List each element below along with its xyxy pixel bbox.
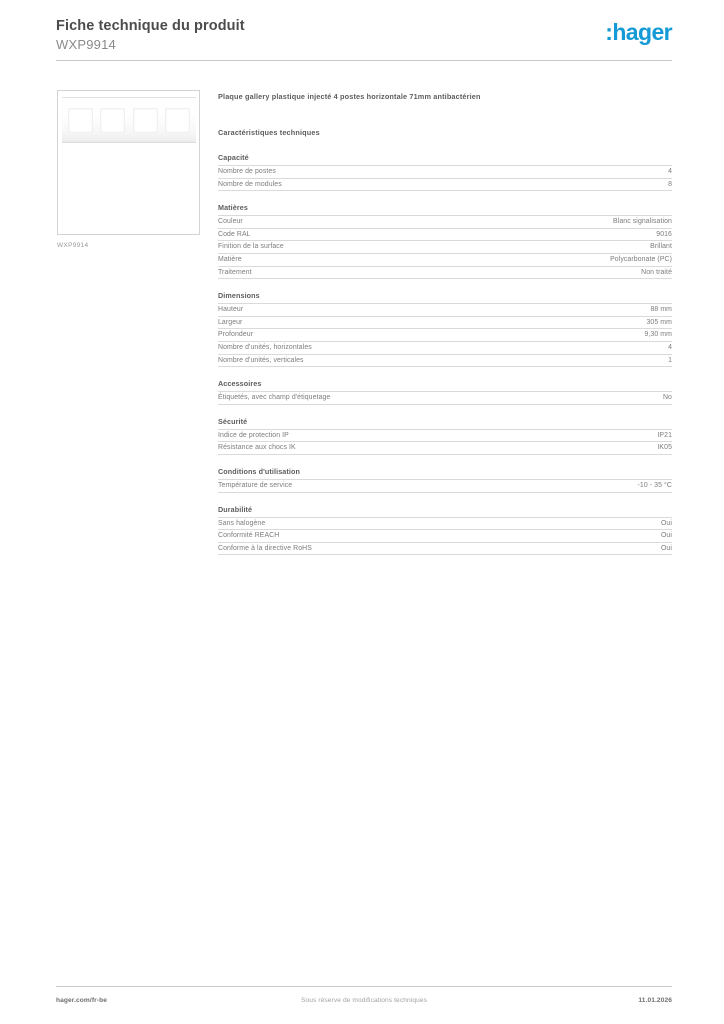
- spec-row: [218, 328, 672, 341]
- specifications-column: [218, 92, 672, 567]
- spec-row: [218, 517, 672, 530]
- spec-row: [218, 240, 672, 253]
- spec-value: Polycarbonate (PC): [610, 255, 672, 263]
- page-footer: [56, 997, 672, 1004]
- spec-label: Nombre d'unités, verticales: [218, 356, 304, 364]
- spec-label: Couleur: [218, 218, 243, 226]
- spec-label: Code RAL: [218, 230, 251, 238]
- product-plate-graphic: [62, 97, 196, 143]
- spec-row: [218, 253, 672, 266]
- product-figure: [57, 90, 201, 249]
- spec-row: [218, 542, 672, 556]
- spec-label: Nombre d'unités, horizontales: [218, 343, 312, 351]
- spec-label: Finition de la surface: [218, 243, 284, 251]
- spec-label: Résistance aux chocs IK: [218, 444, 296, 452]
- spec-group: [218, 203, 672, 279]
- plate-window: [166, 109, 189, 132]
- spec-value: Oui: [660, 544, 672, 552]
- spec-group: [218, 417, 672, 455]
- spec-label: Largeur: [218, 318, 243, 326]
- product-reference-subtitle: WXP9914: [56, 37, 116, 53]
- spec-row: [218, 303, 672, 316]
- spec-group: [218, 291, 672, 367]
- spec-group-title: Capacité: [218, 153, 249, 162]
- spec-label: Matière: [218, 255, 242, 263]
- spec-group: [218, 467, 672, 493]
- logo-colon-mark: :: [605, 19, 613, 45]
- spec-label: Nombre de modules: [218, 180, 282, 188]
- spec-value: IK05: [657, 444, 672, 452]
- spec-row: [218, 215, 672, 228]
- spec-row: [218, 228, 672, 241]
- spec-label: Température de service: [218, 481, 293, 489]
- spec-label: Hauteur: [218, 306, 244, 314]
- footer-date: 11.01.2026: [638, 997, 672, 1004]
- footer-disclaimer: Sous réserve de modifications techniques: [300, 997, 428, 1004]
- spec-group: [218, 505, 672, 556]
- spec-group-title: Sécurité: [218, 416, 248, 426]
- spec-label: Nombre de postes: [218, 168, 276, 175]
- header-titles: [56, 18, 245, 52]
- spec-group-title: Matières: [218, 203, 248, 213]
- spec-group-title: Accessoires: [218, 379, 262, 389]
- spec-label: Traitement: [218, 268, 252, 276]
- spec-value: 9016: [656, 230, 672, 238]
- spec-value: -10 - 35 °C: [637, 481, 672, 489]
- plate-window: [69, 109, 92, 132]
- spec-value: 1: [668, 356, 672, 364]
- footer-divider: [56, 986, 672, 987]
- spec-row: [218, 341, 672, 354]
- page-title: Fiche technique du produit: [56, 18, 245, 34]
- product-image-caption: WXP9914: [57, 242, 89, 249]
- spec-row: [218, 441, 672, 455]
- spec-value: 88 mm: [650, 306, 672, 314]
- spec-row: [218, 266, 672, 280]
- product-name: Plaque gallery plastique injecté 4 postes horizontale 71mm antibactérien: [218, 92, 481, 101]
- spec-row: [218, 429, 672, 442]
- hager-logo: [605, 21, 672, 44]
- spec-value: 4: [668, 343, 672, 351]
- spec-label: Étiquetés, avec champ d'étiquetage: [218, 394, 331, 402]
- spec-label: Conformité REACH: [218, 532, 280, 540]
- spec-label: Sans halogène: [218, 519, 266, 527]
- spec-group: [218, 379, 672, 405]
- spec-value: Blanc signalisation: [613, 218, 672, 226]
- logo-wordmark: hager: [612, 19, 672, 45]
- spec-group: [218, 153, 672, 191]
- spec-row: [218, 316, 672, 329]
- spec-value: Oui: [660, 519, 672, 527]
- spec-row: [218, 479, 672, 493]
- header-divider: [56, 60, 672, 61]
- spec-row: [218, 391, 672, 405]
- spec-value: 8: [668, 180, 672, 188]
- spec-value: Brillant: [650, 243, 672, 251]
- specifications-heading: Caractéristiques techniques: [218, 128, 320, 137]
- spec-value: No: [662, 394, 672, 402]
- spec-group-title: Dimensions: [218, 291, 260, 301]
- spec-row: [218, 178, 672, 192]
- page-header: [56, 18, 672, 60]
- footer-website-link[interactable]: hager.com/fr-be: [56, 997, 107, 1004]
- plate-window: [101, 109, 124, 132]
- spec-row: [218, 529, 672, 542]
- spec-value: 305 mm: [646, 318, 672, 326]
- spec-label: Conforme à la directive RoHS: [218, 544, 312, 552]
- specification-groups: [218, 153, 672, 555]
- spec-value: Non traité: [641, 268, 672, 276]
- spec-value: Oui: [660, 532, 672, 540]
- spec-value: IP21: [657, 431, 672, 439]
- spec-value: 4: [668, 168, 672, 175]
- spec-group-title: Durabilité: [218, 504, 253, 514]
- spec-label: Profondeur: [218, 331, 254, 339]
- plate-window: [134, 109, 157, 132]
- spec-label: Indice de protection IP: [218, 431, 289, 439]
- product-image: [57, 90, 200, 235]
- spec-value: 9,30 mm: [644, 331, 672, 339]
- spec-group-title: Conditions d'utilisation: [218, 466, 300, 476]
- spec-row: [218, 165, 672, 178]
- spec-row: [218, 354, 672, 368]
